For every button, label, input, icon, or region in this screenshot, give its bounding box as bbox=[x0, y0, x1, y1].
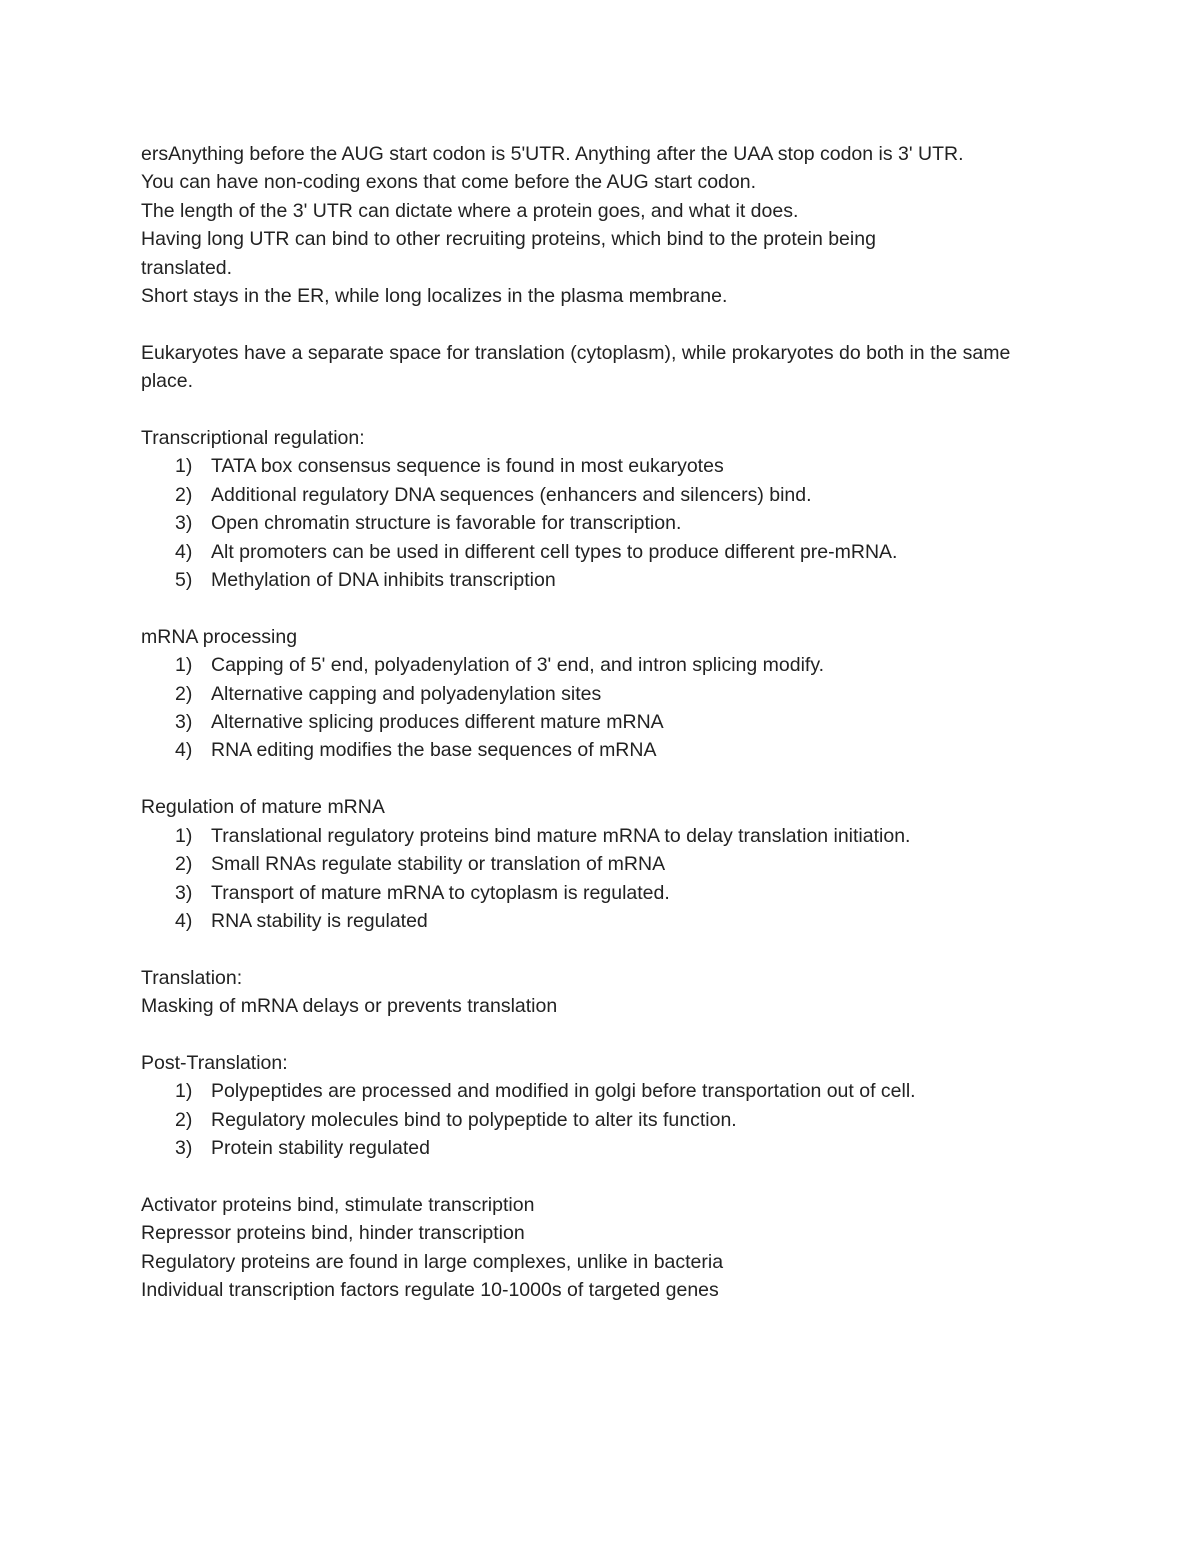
list-number: 4) bbox=[175, 739, 193, 762]
eukaryotes-paragraph: Eukaryotes have a separate space for translation (cytoplasm), while prokaryotes do both in the same place. bbox=[141, 341, 1011, 393]
list-item bbox=[141, 538, 1071, 566]
post-translation-section bbox=[141, 1049, 1071, 1163]
intro-line: Having long UTR can bind to other recruiting proteins, which bind to the protein being translated. bbox=[141, 228, 876, 279]
list-item-text: Polypeptides are processed and modified in golgi before transportation out of cell. bbox=[211, 1080, 916, 1103]
list-number: 2) bbox=[175, 1108, 193, 1131]
list-number: 4) bbox=[175, 909, 193, 932]
intro-line: You can have non-coding exons that come before the AUG start codon. bbox=[141, 171, 757, 194]
list-number: 2) bbox=[175, 483, 193, 506]
list-item-text: Translational regulatory proteins bind mature mRNA to delay translation initiation. bbox=[211, 824, 911, 847]
list-number: 2) bbox=[175, 682, 193, 705]
transcriptional-section bbox=[141, 424, 1071, 594]
list-item bbox=[141, 481, 1071, 509]
spacer bbox=[141, 765, 1071, 793]
list-item-text: Alternative capping and polyadenylation sites bbox=[211, 682, 602, 705]
list-item bbox=[141, 680, 1071, 708]
mrna-processing-list bbox=[141, 651, 1071, 765]
list-number: 3) bbox=[175, 1137, 193, 1160]
section-heading: Translation: bbox=[141, 966, 243, 989]
list-item-text: RNA stability is regulated bbox=[211, 909, 428, 932]
document-page bbox=[141, 140, 1071, 1305]
closing-line: Repressor proteins bind, hinder transcription bbox=[141, 1222, 525, 1245]
mature-mrna-list bbox=[141, 822, 1071, 936]
list-item bbox=[141, 566, 1071, 594]
list-item bbox=[141, 736, 1071, 764]
spacer bbox=[141, 594, 1071, 622]
list-number: 4) bbox=[175, 540, 193, 563]
list-item-text: Small RNAs regulate stability or translation of mRNA bbox=[211, 853, 666, 876]
section-heading: Transcriptional regulation: bbox=[141, 427, 365, 450]
list-item-text: Capping of 5' end, polyadenylation of 3' end, and intron splicing modify. bbox=[211, 654, 825, 677]
list-item-text: TATA box consensus sequence is found in most eukaryotes bbox=[211, 455, 724, 478]
section-heading: Post-Translation: bbox=[141, 1051, 288, 1074]
closing-line: Activator proteins bind, stimulate transcription bbox=[141, 1193, 535, 1216]
intro-line: ersAnything before the AUG start codon is 5'UTR. Anything after the UAA stop codon is 3' UTR. bbox=[141, 143, 964, 165]
list-number: 3) bbox=[175, 881, 193, 904]
list-item-text: RNA editing modifies the base sequences of mRNA bbox=[211, 739, 657, 762]
intro-line: The length of the 3' UTR can dictate where a protein goes, and what it does. bbox=[141, 199, 799, 222]
list-number: 5) bbox=[175, 569, 193, 592]
mrna-processing-section bbox=[141, 623, 1071, 765]
list-item-text: Transport of mature mRNA to cytoplasm is regulated. bbox=[211, 881, 670, 904]
list-number: 1) bbox=[175, 824, 193, 847]
list-number: 1) bbox=[175, 1080, 193, 1103]
list-item bbox=[141, 907, 1071, 935]
list-item bbox=[141, 822, 1071, 850]
spacer bbox=[141, 935, 1071, 963]
section-heading: mRNA processing bbox=[141, 625, 298, 648]
list-item-text: Methylation of DNA inhibits transcription bbox=[211, 569, 556, 592]
list-item-text: Alternative splicing produces different mature mRNA bbox=[211, 711, 664, 734]
list-number: 3) bbox=[175, 711, 193, 734]
list-number: 3) bbox=[175, 512, 193, 535]
spacer bbox=[141, 310, 1071, 338]
closing-line: Individual transcription factors regulate 10-1000s of targeted genes bbox=[141, 1279, 719, 1302]
list-item bbox=[141, 509, 1071, 537]
list-item bbox=[141, 1106, 1071, 1134]
intro-line: Short stays in the ER, while long localizes in the plasma membrane. bbox=[141, 285, 728, 308]
list-item-text: Regulatory molecules bind to polypeptide to alter its function. bbox=[211, 1108, 737, 1131]
list-item-text: Additional regulatory DNA sequences (enhancers and silencers) bind. bbox=[211, 483, 812, 506]
list-item bbox=[141, 452, 1071, 480]
list-number: 2) bbox=[175, 853, 193, 876]
list-item bbox=[141, 651, 1071, 679]
spacer bbox=[141, 1163, 1071, 1191]
list-item bbox=[141, 879, 1071, 907]
spacer bbox=[141, 1021, 1071, 1049]
list-number: 1) bbox=[175, 455, 193, 478]
closing-section bbox=[141, 1191, 1071, 1305]
list-number: 1) bbox=[175, 654, 193, 677]
list-item-text: Protein stability regulated bbox=[211, 1137, 430, 1160]
list-item bbox=[141, 708, 1071, 736]
translation-text: Masking of mRNA delays or prevents translation bbox=[141, 995, 558, 1018]
post-translation-list bbox=[141, 1077, 1071, 1162]
mature-mrna-section bbox=[141, 793, 1071, 935]
list-item-text: Open chromatin structure is favorable for transcription. bbox=[211, 512, 682, 535]
list-item-text: Alt promoters can be used in different cell types to produce different pre-mRNA. bbox=[211, 540, 898, 563]
transcriptional-list bbox=[141, 452, 1071, 594]
list-item bbox=[141, 850, 1071, 878]
intro-section bbox=[141, 140, 1071, 310]
section-heading: Regulation of mature mRNA bbox=[141, 796, 385, 819]
closing-line: Regulatory proteins are found in large complexes, unlike in bacteria bbox=[141, 1250, 724, 1273]
list-item bbox=[141, 1077, 1071, 1105]
list-item bbox=[141, 1134, 1071, 1162]
spacer bbox=[141, 396, 1071, 424]
translation-section bbox=[141, 964, 1071, 1021]
